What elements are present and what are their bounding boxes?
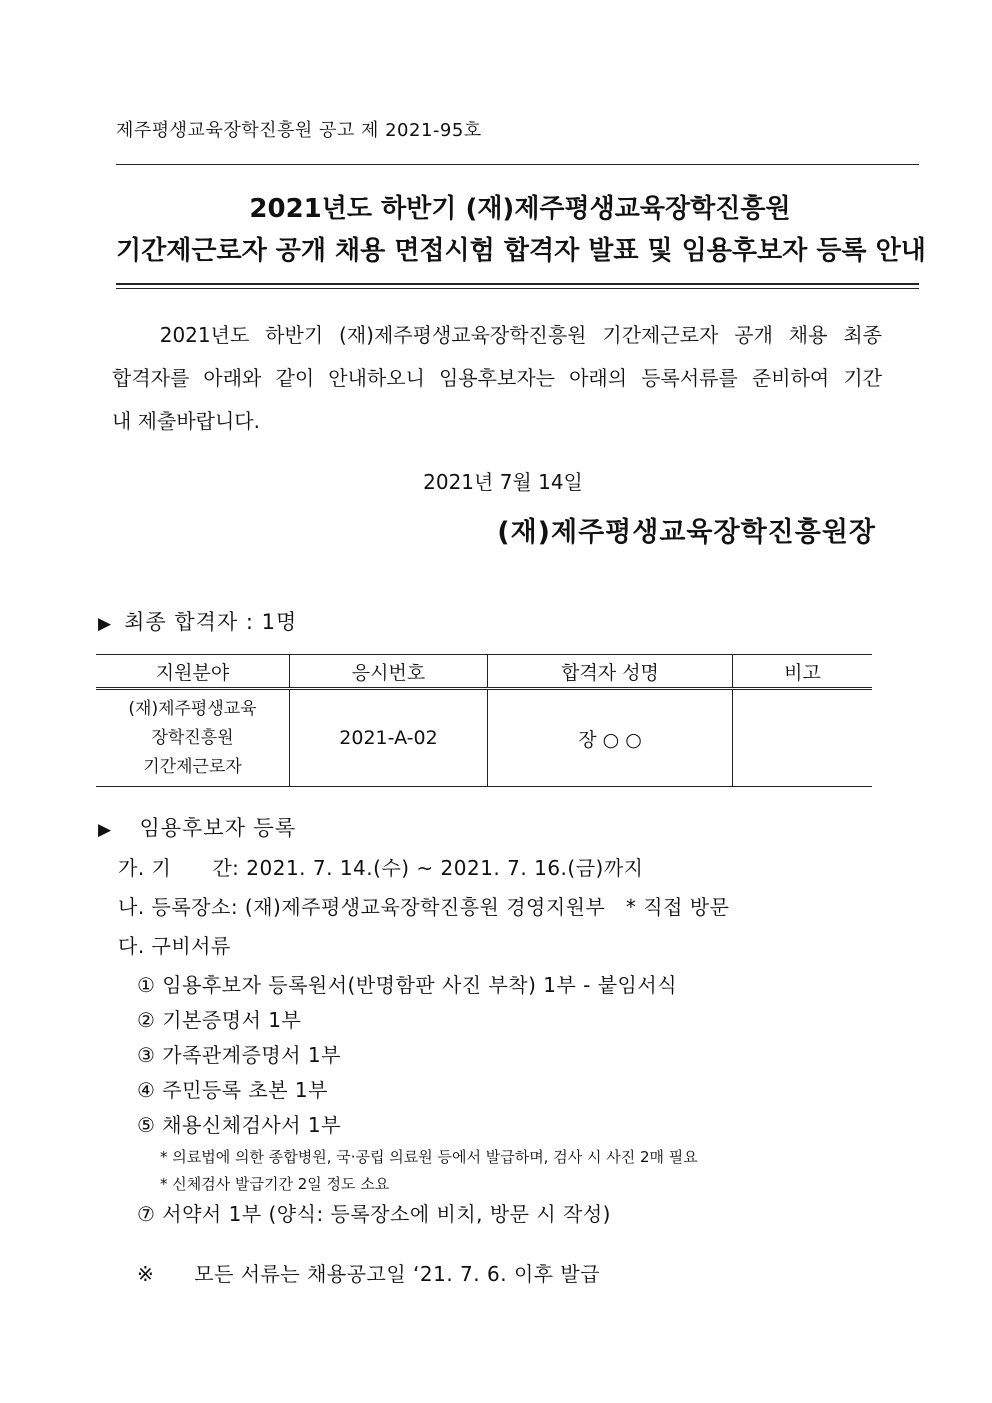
dept-line-1: (재)제주평생교육	[128, 698, 257, 719]
doc-note-1: * 의료법에 의한 종합병원, 국·공립 의료원 등에서 발급하며, 검사 시 사진 2매 필요	[160, 1148, 698, 1166]
table-row	[96, 689, 872, 787]
header-exam-no: 응시번호	[290, 655, 488, 689]
cell-name: 장 ○ ○	[488, 689, 733, 787]
section-register-heading: ▶ 임용후보자 등록	[98, 816, 297, 840]
final-note: ※ 모든 서류는 채용공고일 ‘21. 7. 6. 이후 발급	[137, 1262, 601, 1286]
top-divider	[116, 164, 919, 165]
announcement-date: 2021년 7월 14일	[423, 470, 583, 494]
intro-line-3: 내 제출바랍니다.	[112, 409, 260, 433]
cell-remark	[733, 689, 873, 787]
doc-item-2: ② 기본증명서 1부	[137, 1008, 302, 1032]
doc-item-3: ③ 가족관계증명서 1부	[137, 1043, 341, 1067]
dept-line-2: 장학진흥원	[151, 727, 234, 748]
register-place: 나. 등록장소: (재)제주평생교육장학진흥원 경영지원부 * 직접 방문	[118, 895, 730, 919]
result-table	[96, 654, 872, 787]
intro-paragraph	[112, 314, 882, 443]
doc-item-1: ① 임용후보자 등록원서(반명함판 사진 부착) 1부 - 붙임서식	[137, 973, 678, 997]
doc-item-7: ⑦ 서약서 1부 (양식: 등록장소에 비치, 방문 시 작성)	[137, 1202, 611, 1226]
triangle-bullet-icon: ▶	[98, 820, 113, 840]
table-header-row	[96, 655, 872, 689]
section-final-heading: ▶ 최종 합격자 : 1명	[98, 610, 298, 634]
title-divider-thin	[116, 288, 919, 289]
doc-item-4: ④ 주민등록 초본 1부	[137, 1078, 328, 1102]
dept-line-3: 기간제근로자	[143, 756, 242, 777]
intro-line-2: 합격자를 아래와 같이 안내하오니 임용후보자는 아래의 등록서류를 준비하여 기간	[112, 366, 882, 390]
notice-number: 제주평생교육장학진흥원 공고 제 2021-95호	[116, 120, 482, 141]
header-remark: 비고	[733, 655, 873, 689]
title-line-1: 2021년도 하반기 (재)제주평생교육장학진흥원	[249, 194, 791, 224]
triangle-bullet-icon: ▶	[98, 614, 113, 634]
header-dept: 지원분야	[96, 655, 290, 689]
cell-exam-no: 2021-A-02	[290, 689, 488, 787]
register-period: 가. 기 간: 2021. 7. 14.(수) ~ 2021. 7. 16.(금)까지	[118, 856, 644, 880]
reference-mark-icon: ※	[137, 1262, 155, 1286]
header-name: 합격자 성명	[488, 655, 733, 689]
doc-item-5: ⑤ 채용신체검사서 1부	[137, 1113, 341, 1137]
doc-note-2: * 신체검사 발급기간 2일 정도 소요	[160, 1175, 390, 1193]
intro-line-1: 2021년도 하반기 (재)제주평생교육장학진흥원 기간제근로자 공개 채용 최종	[159, 323, 882, 347]
title-line-2: 기간제근로자 공개 채용 면접시험 합격자 발표 및 임용후보자 등록 안내	[116, 236, 926, 266]
title-divider-thick	[116, 283, 919, 285]
signer: (재)제주평생교육장학진흥원장	[497, 517, 876, 548]
register-docs-label: 다. 구비서류	[118, 934, 231, 958]
cell-dept	[96, 689, 290, 787]
